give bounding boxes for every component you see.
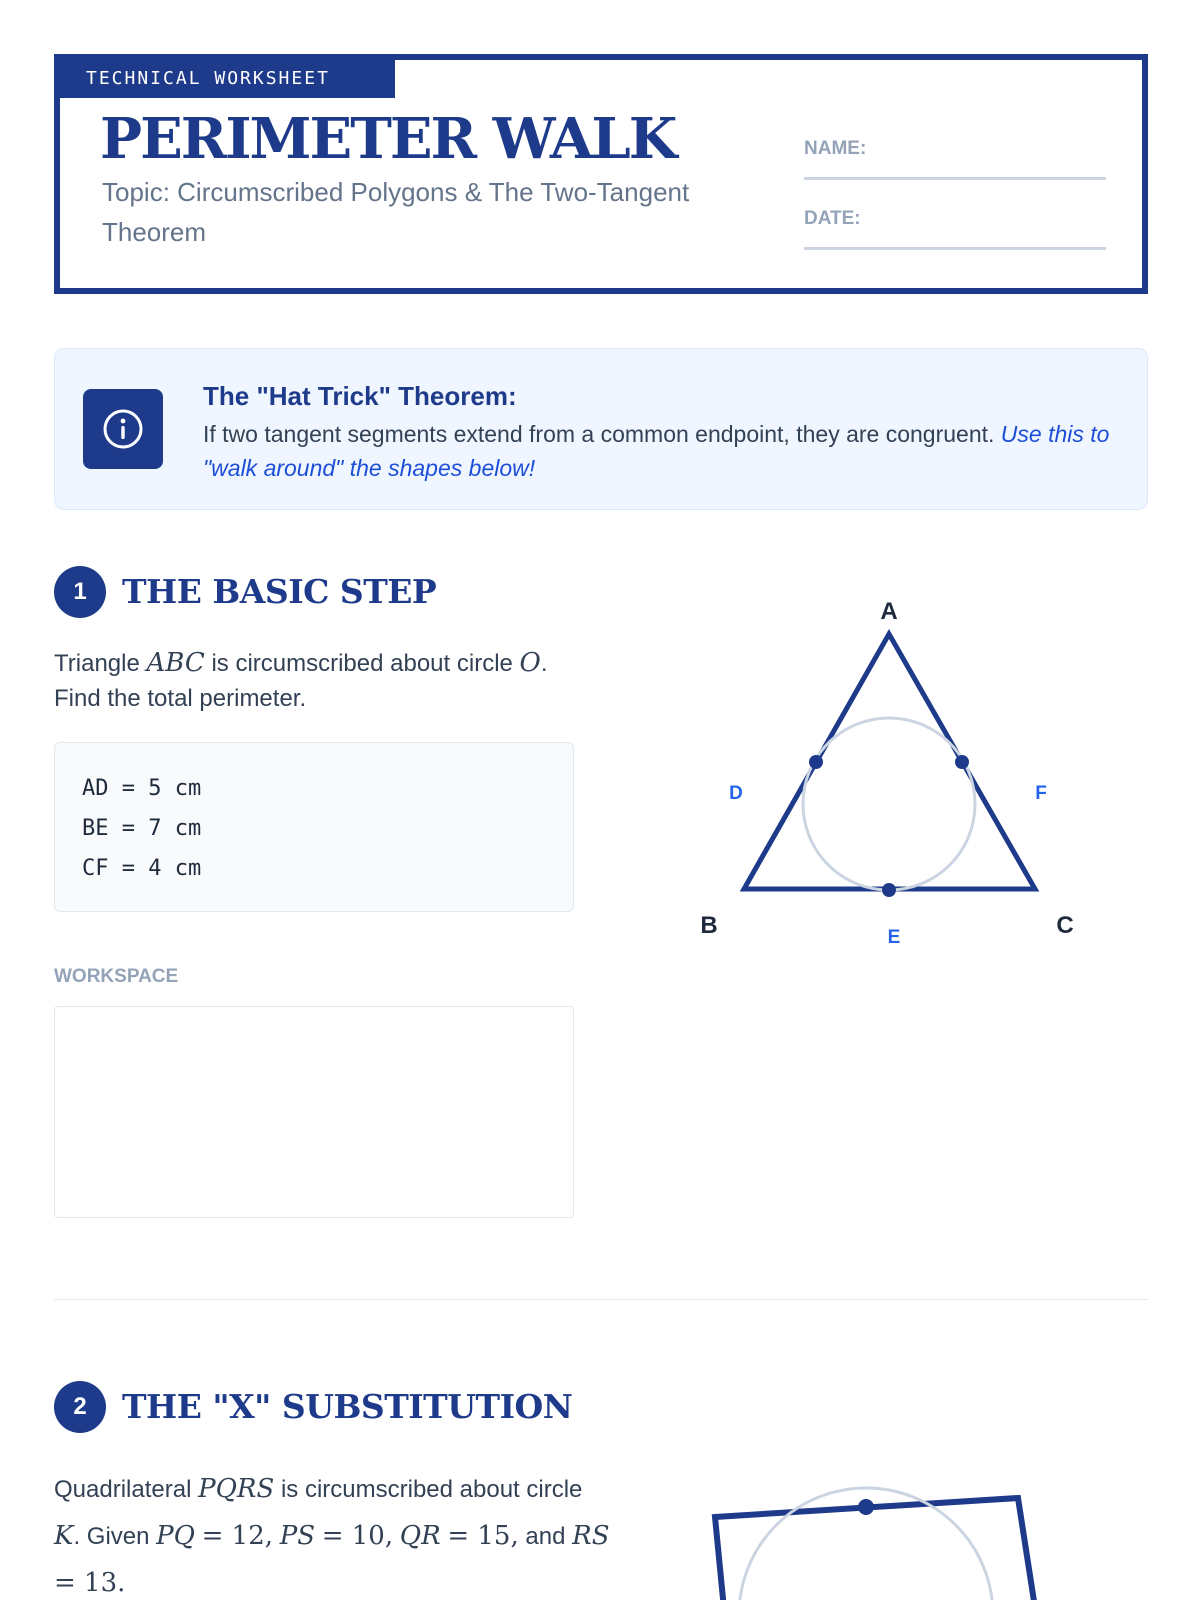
inscribed-circle [803,718,975,890]
callout-text: If two tangent segments extend from a common endpoint, they are congruent. [203,421,995,447]
math-var: PQRS [198,1474,275,1504]
problem-text: Quadrilateral [54,1476,192,1503]
page-title: PERIMETER WALK [100,106,676,172]
problem-text: is circumscribed about circle [211,650,513,677]
triangle-diagram [680,590,1100,960]
problem-text: . Find the total perimeter. [54,650,548,712]
math-var: QR [399,1521,441,1551]
triangle-shape [744,634,1035,889]
problem-statement [54,1466,614,1600]
problem-text: Triangle [54,650,140,677]
tangent-point [858,1499,874,1515]
callout-body [203,417,1123,485]
vertex-label-c: C [1056,912,1074,939]
tangent-point-e [882,883,896,897]
point-label-d: D [729,783,743,804]
quadrilateral-shape [715,1498,1040,1600]
math-var: PQ [156,1521,195,1551]
given-value: CF = 4 cm [82,856,202,881]
topic-subtitle: Topic: Circumscribed Polygons & The Two-Tangent Theorem [102,177,690,247]
callout-emphasis: Use this to "walk around" the shapes below! [203,421,1110,481]
given-value: AD = 5 cm [82,776,202,801]
math-value: = 15, [447,1521,519,1551]
section-divider [54,1299,1148,1300]
math-value: = 13. [54,1568,126,1598]
given-value: BE = 7 cm [82,816,202,841]
math-var: K [54,1521,74,1551]
givens-box [54,742,574,912]
vertex-label-a: A [880,598,898,625]
section-number-badge: 2 [54,1381,106,1433]
info-icon [83,389,163,469]
problem-statement [54,646,574,716]
date-label: DATE: [804,208,861,229]
callout-title: The "Hat Trick" Theorem: [203,381,517,411]
problem-text: is circumscribed about circle [280,1476,583,1503]
tangent-point-f [955,755,969,769]
name-field[interactable] [804,138,1106,180]
math-var: O [519,648,541,678]
math-var: ABC [146,648,205,678]
worksheet-header [54,54,1148,294]
worksheet-tag: TECHNICAL WORKSHEET [60,60,395,98]
math-var: PS [279,1521,316,1551]
math-value: = 10, [321,1521,394,1551]
theorem-callout [54,348,1148,510]
math-value: = 12, [201,1521,274,1551]
section-title: THE BASIC STEP [122,572,437,611]
math-var: RS [572,1521,610,1551]
workspace-area[interactable] [54,1006,574,1218]
workspace-label: WORKSPACE [54,966,179,987]
section-number-badge: 1 [54,566,106,618]
name-label: NAME: [804,138,867,159]
date-field[interactable] [804,208,1106,250]
vertex-label-b: B [700,912,718,939]
point-label-e: E [887,927,901,948]
problem-text: and [525,1523,566,1550]
section-title: THE "X" SUBSTITUTION [122,1387,573,1426]
tangent-point-d [809,755,823,769]
problem-text: . Given [73,1523,150,1550]
point-label-f: F [1035,783,1047,804]
quadrilateral-diagram [700,1480,1060,1600]
